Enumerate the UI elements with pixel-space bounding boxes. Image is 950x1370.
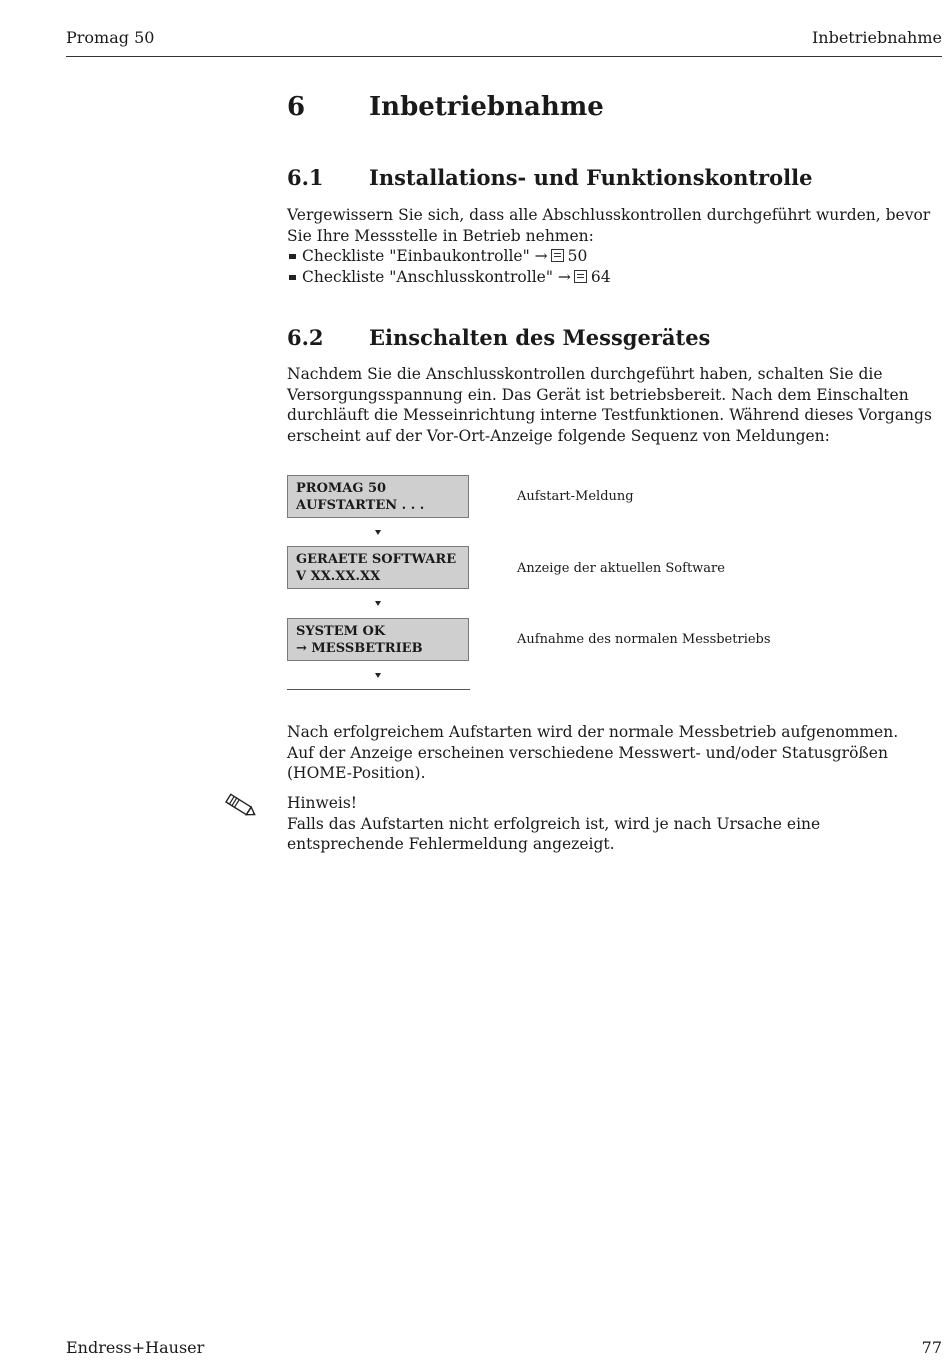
chapter-number: 6 <box>287 92 306 122</box>
checklist-item <box>287 267 939 288</box>
arrow-right-icon: → <box>534 247 548 265</box>
display-line: PROMAG 50 <box>296 481 387 496</box>
section-number: 6.2 <box>287 325 324 350</box>
display-caption: Anzeige der aktuellen Software <box>517 561 725 576</box>
display-line: V XX.XX.XX <box>296 569 381 584</box>
arrow-right-icon: → <box>557 267 571 286</box>
display-screen <box>287 475 469 518</box>
page-reference: 64 <box>590 267 611 286</box>
header-product: Promag 50 <box>66 28 155 47</box>
after-startup-text <box>287 722 939 784</box>
section-heading-6-2 <box>287 325 710 350</box>
checklist-item-text: Checkliste "Anschlusskontrolle" <box>302 267 553 286</box>
page-reference: 50 <box>567 247 588 265</box>
display-line: → MESSBETRIEB <box>296 641 423 656</box>
display-caption: Aufstart-Meldung <box>517 489 634 504</box>
checklist-item <box>287 246 939 267</box>
page-number: 77 <box>921 1338 942 1357</box>
after-line-1: Nach erfolgreichem Aufstarten wird der normale Messbetrieb aufgenommen. <box>287 723 899 741</box>
display-screen <box>287 546 469 589</box>
book-page-icon <box>574 270 587 283</box>
display-caption: Aufnahme des normalen Messbetriebs <box>517 632 771 647</box>
checklist-list <box>287 246 939 287</box>
chapter-heading <box>287 92 604 122</box>
note-text: Falls das Aufstarten nicht erfolgreich ist, wird je nach Ursache eine entsprechende Fehlermeldung angezeigt. <box>287 814 821 853</box>
sequence-arrow-down-icon <box>375 601 381 606</box>
sequence-end-rule <box>287 689 470 690</box>
display-screen <box>287 618 469 661</box>
section-number: 6.1 <box>287 165 324 190</box>
section-6-1-intro: Vergewissern Sie sich, dass alle Abschlusskontrollen durchgeführt wurden, bevor Sie Ihre Messstelle in Betrieb nehmen: <box>287 206 931 245</box>
section-6-2-intro: Nachdem Sie die Anschlusskontrollen durchgeführt haben, schalten Sie die Versorgungsspannung ein. Das Gerät ist betriebsbereit. Nach dem Einschalten durchläuft die Messeinrichtung interne Testfunktionen. Während dieses Vorgangs erscheint auf der Vor-Ort-Anzeige folgende Sequenz von Meldungen: <box>287 365 932 445</box>
after-line-2: Auf der Anzeige erscheinen verschiedene Messwert- und/oder Statusgrößen (HOME-Position). <box>287 743 888 782</box>
checklist-item-text: Checkliste "Einbaukontrolle" <box>302 247 530 265</box>
section-title: Installations- und Funktionskontrolle <box>369 165 813 190</box>
note-block <box>287 793 939 855</box>
sequence-arrow-down-icon <box>375 673 381 678</box>
sequence-arrow-down-icon <box>375 530 381 535</box>
pencil-icon <box>220 790 260 822</box>
display-line: GERAETE SOFTWARE <box>296 552 457 567</box>
note-title: Hinweis! <box>287 794 358 812</box>
section-6-1-body <box>287 205 939 287</box>
header-rule <box>66 56 942 57</box>
chapter-title: Inbetriebnahme <box>369 92 604 122</box>
display-line: SYSTEM OK <box>296 624 386 639</box>
book-page-icon <box>551 249 564 262</box>
footer-company: Endress+Hauser <box>66 1338 205 1357</box>
section-title: Einschalten des Messgerätes <box>369 325 711 350</box>
section-heading-6-1 <box>287 165 812 190</box>
header-chapter: Inbetriebnahme <box>811 28 942 47</box>
display-line: AUFSTARTEN . . . <box>296 498 425 513</box>
